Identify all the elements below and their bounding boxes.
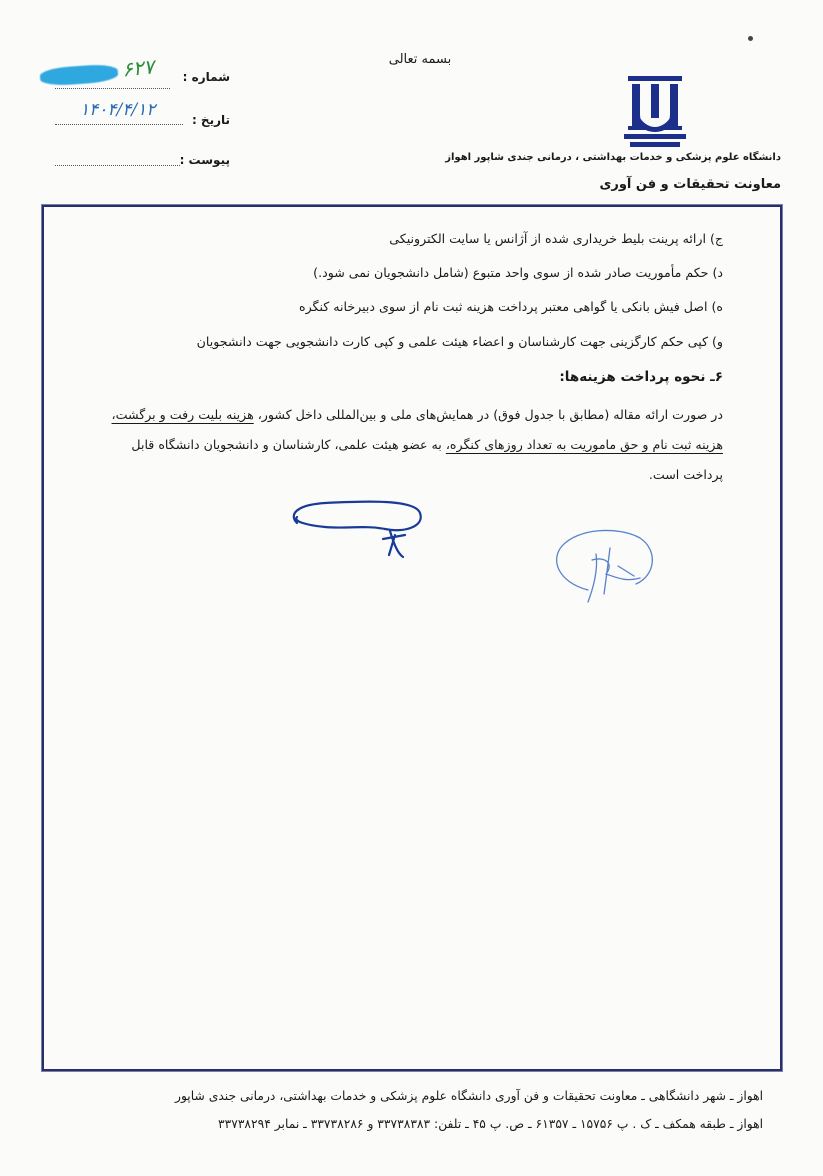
attachment-label: پیوست : xyxy=(179,153,230,167)
para-line-3: پرداخت است. xyxy=(648,467,723,482)
ink-blot xyxy=(39,63,118,86)
para-line-1 xyxy=(103,400,723,430)
para-line-2-text: به عضو هیئت علمی، کارشناسان و دانشجویان دانشگاه قابل xyxy=(131,437,442,452)
signature-1 xyxy=(285,495,435,565)
payment-paragraph xyxy=(103,400,723,490)
date-value: ۱۴۰۴/۴/۱۲ xyxy=(80,100,156,120)
section-heading: ۶ـ نحوه پرداخت هزینه‌ها: xyxy=(559,369,723,385)
para-line-2 xyxy=(103,430,723,460)
number-label: شماره : xyxy=(182,70,230,84)
attachment-dotted-line xyxy=(55,165,180,166)
para-line-1-text: در صورت ارائه مقاله (مطابق با جدول فوق) در همایش‌های ملی و بین‌المللی داخل کشور، xyxy=(257,407,723,422)
university-logo xyxy=(620,70,690,148)
item-h: ه) اصل فیش بانکی یا گواهی معتبر پرداخت هزینه ثبت نام از سوی دبیرخانه کنگره xyxy=(298,299,723,314)
footer-address-2: اهواز ـ طبقه همکف ـ ک . پ ۱۵۷۵۶ ـ ۶۱۳۵۷ ـ ص. پ ۴۵ ـ تلفن: ۳۳۷۳۸۳۸۳ و ۳۳۷۳۸۲۸۶ ـ نمابر ۳۳۷۳۸۲۹۴ xyxy=(218,1117,763,1131)
item-v: و) کپی حکم کارگزینی جهت کارشناسان و اعضاء هیئت علمی و کپی کارت دانشجویی جهت دانشجویان xyxy=(196,334,723,349)
number-value: ۶۲۷ xyxy=(120,54,156,82)
item-d: د) حکم مأموریت صادر شده از سوی واحد متبوع (شامل دانشجویان نمی شود.) xyxy=(313,265,723,280)
footer-address-1: اهواز ـ شهر دانشگاهی ـ معاونت تحقیقات و فن آوری دانشگاه علوم پزشکی و خدمات بهداشتی، درمانی جندی شاپور xyxy=(175,1089,763,1103)
item-j: ج) ارائه پرینت بلیط خریداری شده از آژانس یا سایت الکترونیکی xyxy=(389,231,723,246)
number-dotted-line xyxy=(55,88,170,89)
university-name: دانشگاه علوم پزشکی و خدمات بهداشتی ، درمانی جندی شاپور اهواز xyxy=(445,152,781,163)
deputy-title: معاونت تحقیقات و فن آوری xyxy=(599,177,781,192)
date-dotted-line xyxy=(55,124,183,125)
corner-dot xyxy=(748,36,753,41)
signature-2 xyxy=(548,520,663,610)
date-label: تاریخ : xyxy=(191,113,230,127)
bismillah: بسمه تعالی xyxy=(388,52,452,67)
underline-registration: هزینه ثبت نام و حق ماموریت به تعداد روزهای کنگره، xyxy=(445,437,723,452)
underline-ticket: هزینه بلیت رفت و برگشت، xyxy=(111,407,254,422)
